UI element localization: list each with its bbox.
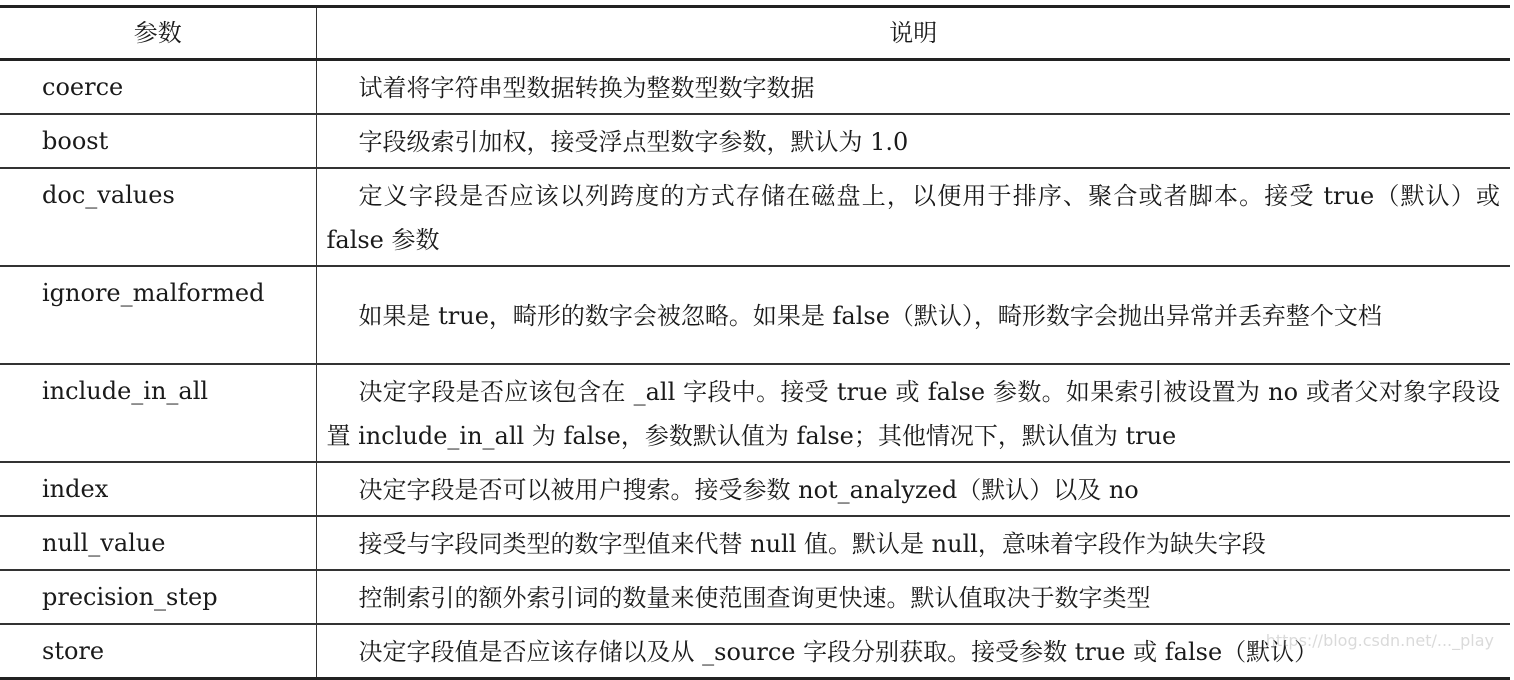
table-row [0,114,1510,168]
table-row [0,364,1510,462]
table-row [0,516,1510,570]
header-param: 参数 [0,7,316,60]
param-desc-text: 字段级索引加权，接受浮点型数字参数，默认为 1.0 [358,128,909,156]
param-desc [316,462,1510,516]
param-name: coerce [0,60,316,115]
param-desc [316,570,1510,624]
param-desc [316,266,1510,364]
param-desc [316,60,1510,115]
param-desc-text: 控制索引的额外索引词的数量来使范围查询更快速。默认值取决于数字类型 [358,584,1151,612]
param-name: null_value [0,516,316,570]
table-header-row [0,7,1510,60]
param-desc [316,516,1510,570]
param-name: ignore_malformed [0,266,316,364]
param-desc-text: 决定字段是否应该包含在 _all 字段中。接受 true 或 false 参数。如果索引被设置为 no 或者父对象字段设置 include_in_all 为 false，参数默认值为 false；其他情况下，默认值为 true [326,378,1500,450]
watermark: https://blog.csdn.net/..._play [1265,631,1494,650]
param-name: precision_step [0,570,316,624]
param-desc-text: 接受与字段同类型的数字型值来代替 null 值。默认是 null，意味着字段作为缺失字段 [358,530,1266,558]
parameter-table [0,5,1510,680]
table-row [0,266,1510,364]
param-desc [316,114,1510,168]
param-desc [316,168,1510,266]
table-row [0,60,1510,115]
header-desc: 说明 [316,7,1510,60]
parameter-table-container [0,5,1510,680]
param-desc-text: 试着将字符串型数据转换为整数型数字数据 [358,74,815,102]
param-name: include_in_all [0,364,316,462]
table-row [0,462,1510,516]
param-desc-text: 决定字段是否可以被用户搜索。接受参数 not_analyzed（默认）以及 no [358,476,1139,504]
table-row [0,168,1510,266]
param-name: store [0,624,316,679]
param-desc-text: 如果是 true，畸形的数字会被忽略。如果是 false（默认），畸形数字会抛出异常并丢弃整个文档 [358,302,1382,330]
param-name: doc_values [0,168,316,266]
param-name: index [0,462,316,516]
table-row [0,570,1510,624]
param-desc-text: 决定字段值是否应该存储以及从 _source 字段分别获取。接受参数 true 或 false（默认） [358,638,1319,666]
param-desc [316,364,1510,462]
param-desc-text: 定义字段是否应该以列跨度的方式存储在磁盘上，以便用于排序、聚合或者脚本。接受 true（默认）或 false 参数 [326,182,1500,254]
param-name: boost [0,114,316,168]
